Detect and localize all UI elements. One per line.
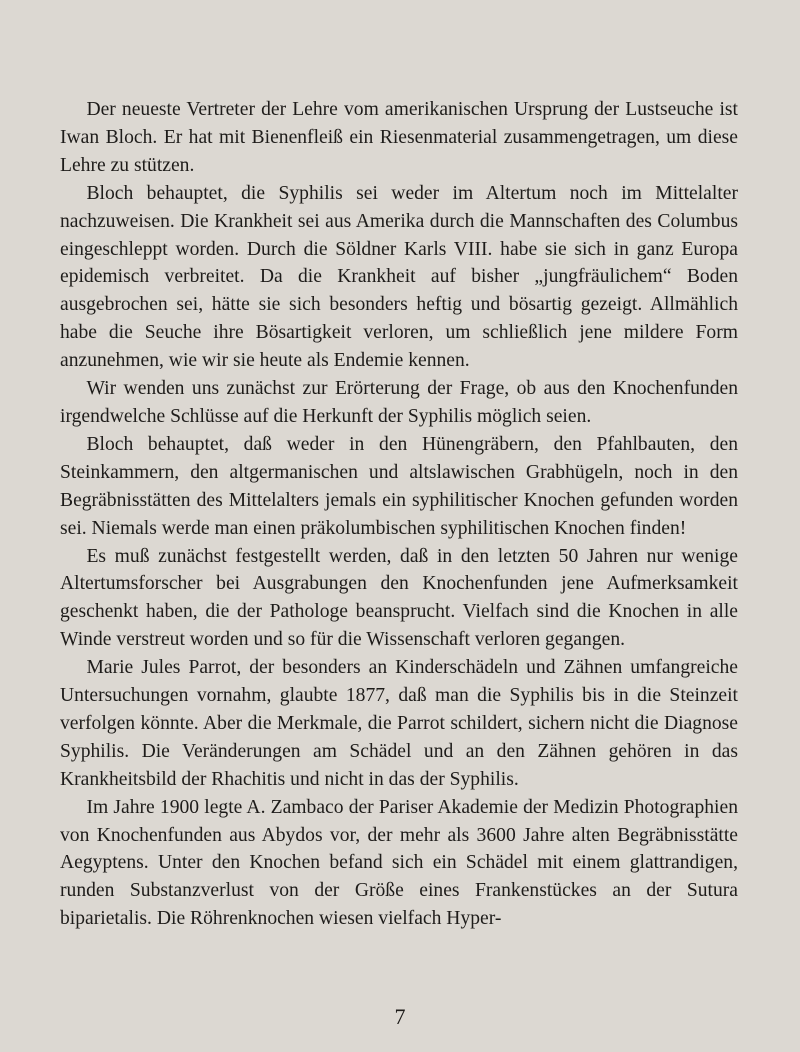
paragraph: Wir wenden uns zunächst zur Erörterung der Frage, ob aus den Knochenfunden irgendwelche Schlüsse auf die Herkunft der Syphilis möglich seien.: [60, 378, 738, 427]
page-number: 7: [394, 1004, 406, 1029]
body-text: [60, 96, 738, 933]
paragraph: Bloch behauptet, daß weder in den Hünengräbern, den Pfahlbauten, den Steinkammern, den altgermanischen und altslawischen Grabhügeln, noch in den Begräbnisstätten des Mittelalters jemals ein syphilitischer Knochen gefunden worden sei. Niemals werde man einen präkolumbischen syphilitischen Knochen finden!: [60, 433, 738, 539]
paragraph: Es muß zunächst festgestellt werden, daß in den letzten 50 Jahren nur wenige Altertumsforscher bei Ausgrabungen den Knochenfunden jene Aufmerksamkeit geschenkt haben, die der Pathologe beansprucht. Vielfach sind die Knochen in alle Winde verstreut worden und so für die Wissenschaft verloren gegangen.: [60, 545, 738, 651]
paragraph: Im Jahre 1900 legte A. Zambaco der Pariser Akademie der Medizin Photographien von Knochenfunden aus Abydos vor, der mehr als 3600 Jahre alten Begräbnisstätte Aegyptens. Unter den Knochen befand sich ein Schädel mit einem glattrandigen, runden Substanzverlust von der Größe eines Frankenstückes an der Sutura biparietalis. Die Röhrenknochen wiesen vielfach Hyper-: [60, 796, 738, 930]
paragraph: Marie Jules Parrot, der besonders an Kinderschädeln und Zähnen umfangreiche Untersuchungen vornahm, glaubte 1877, daß man die Syphilis bis in die Steinzeit verfolgen könnte. Aber die Merkmale, die Parrot schildert, sichern nicht die Diagnose Syphilis. Die Veränderungen am Schädel und an den Zähnen gehören in das Krankheitsbild der Rhachitis und nicht in das der Syphilis.: [60, 657, 738, 790]
paragraph: Der neueste Vertreter der Lehre vom amerikanischen Ursprung der Lustseuche ist Iwan Bloch. Er hat mit Bienenfleiß ein Riesenmaterial zusammengetragen, um diese Lehre zu stützen.: [60, 99, 738, 176]
paragraph: Bloch behauptet, die Syphilis sei weder im Altertum noch im Mittelalter nachzuweisen. Die Krankheit sei aus Amerika durch die Mannschaften des Columbus eingeschleppt worden. Durch die Söldner Karls VIII. habe sie sich in ganz Europa epidemisch verbreitet. Da die Krankheit auf bisher „jungfräulichem“ Boden ausgebrochen sei, hätte sie sich besonders heftig und bösartig gezeigt. Allmählich habe die Seuche ihre Bösartigkeit verloren, um schließlich jene mildere Form anzunehmen, wie wir sie heute als Endemie kennen.: [60, 182, 738, 372]
